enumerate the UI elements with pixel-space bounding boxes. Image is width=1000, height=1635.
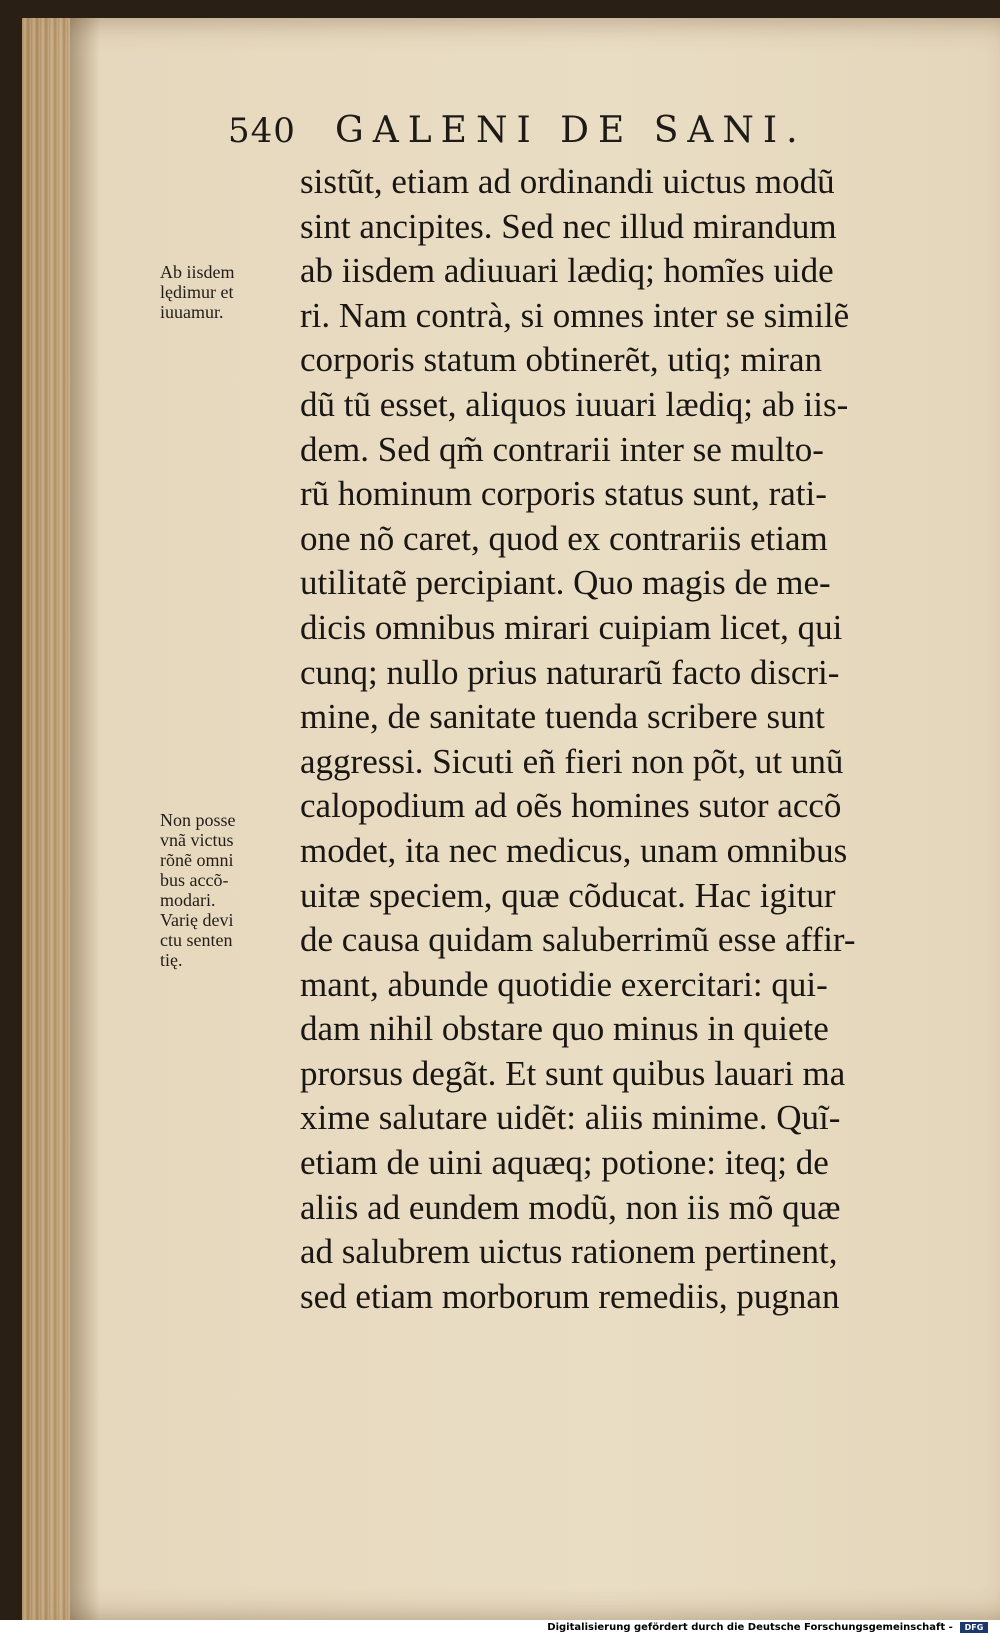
marginal-note-line: iuuamur.	[160, 302, 224, 322]
text-line: dũ tũ esset, aliquos iuuari lædiq; ab iis-	[300, 384, 849, 424]
text-line: calopodium ad oẽs homines sutor accõ	[300, 786, 842, 826]
text-line: corporis statum obtinerẽt, utiq; miran	[300, 340, 822, 380]
text-line: rũ hominum corporis status sunt, rati-	[300, 474, 827, 514]
page-header	[228, 110, 807, 151]
text-line: cunq; nullo prius naturarũ facto discri-	[300, 652, 840, 692]
marginal-note-line: Ab iisdem	[160, 262, 235, 282]
marginal-note	[160, 810, 295, 970]
text-line: prorsus degãt. Et sunt quibus lauari ma	[300, 1053, 846, 1093]
dfg-logo: DFG	[960, 1622, 988, 1633]
gutter-shadow	[70, 18, 100, 1620]
running-title: GALENI DE SANI.	[335, 110, 807, 151]
marginal-note-line: lędimur et	[160, 282, 234, 302]
marginal-note-line: Non posse	[160, 810, 236, 830]
text-line: etiam de uini aquæq; potione: iteq; de	[300, 1143, 829, 1183]
marginal-note-line: Varię devi	[160, 910, 234, 930]
text-line: sint ancipites. Sed nec illud mirandum	[300, 206, 837, 246]
marginal-note-line: modari.	[160, 890, 216, 910]
marginal-note-line: ctu senten	[160, 930, 233, 950]
text-line: dam nihil obstare quo minus in quiete	[300, 1009, 829, 1049]
page-number: 540	[228, 111, 296, 151]
digitization-footer	[0, 1620, 1000, 1635]
text-line: dem. Sed qm̃ contrarii inter se multo-	[300, 429, 824, 469]
text-line: mine, de sanitate tuenda scribere sunt	[300, 697, 825, 737]
text-line: ad salubrem uictus rationem pertinent,	[300, 1232, 838, 1272]
text-line: sistũt, etiam ad ordinandi uictus modũ	[300, 162, 835, 201]
text-line: one nõ caret, quod ex contrariis etiam	[300, 518, 828, 558]
text-line: xime salutare uidẽt: aliis minime. Quĩ-	[300, 1098, 841, 1138]
text-line: mant, abunde quotidie exercitari: qui-	[300, 964, 828, 1004]
marginal-note-line: bus accõ-	[160, 870, 229, 890]
footer-credit: Digitalisierung gefördert durch die Deutsche Forschungsgemeinschaft -	[547, 1622, 953, 1633]
text-line: ri. Nam contrà, si omnes inter se similẽ	[300, 295, 850, 335]
marginal-note-line: tię.	[160, 950, 183, 970]
text-line: aggressi. Sicuti eñ fieri non põt, ut unũ	[300, 741, 844, 781]
text-line: ab iisdem adiuuari lædiq; homĩes uide	[300, 251, 834, 291]
text-line: uitæ speciem, quæ cõducat. Hac igitur	[300, 875, 836, 915]
marginal-note	[160, 262, 295, 322]
text-line: modet, ita nec medicus, unam omnibus	[300, 830, 848, 870]
text-line: utilitatẽ percipiant. Quo magis de me-	[300, 563, 831, 603]
page-stack-edge	[22, 18, 70, 1620]
marginal-note-line: vnã victus	[160, 830, 234, 850]
text-line: aliis ad eundem modũ, non iis mõ quæ	[300, 1187, 841, 1227]
text-line: sed etiam morborum remediis, pugnan	[300, 1276, 840, 1316]
text-line: dicis omnibus mirari cuipiam licet, qui	[300, 607, 843, 647]
marginal-note-line: rõnẽ omni	[160, 850, 234, 870]
text-line: de causa quidam saluberrimũ esse affir-	[300, 920, 856, 960]
body-text	[300, 160, 950, 1319]
